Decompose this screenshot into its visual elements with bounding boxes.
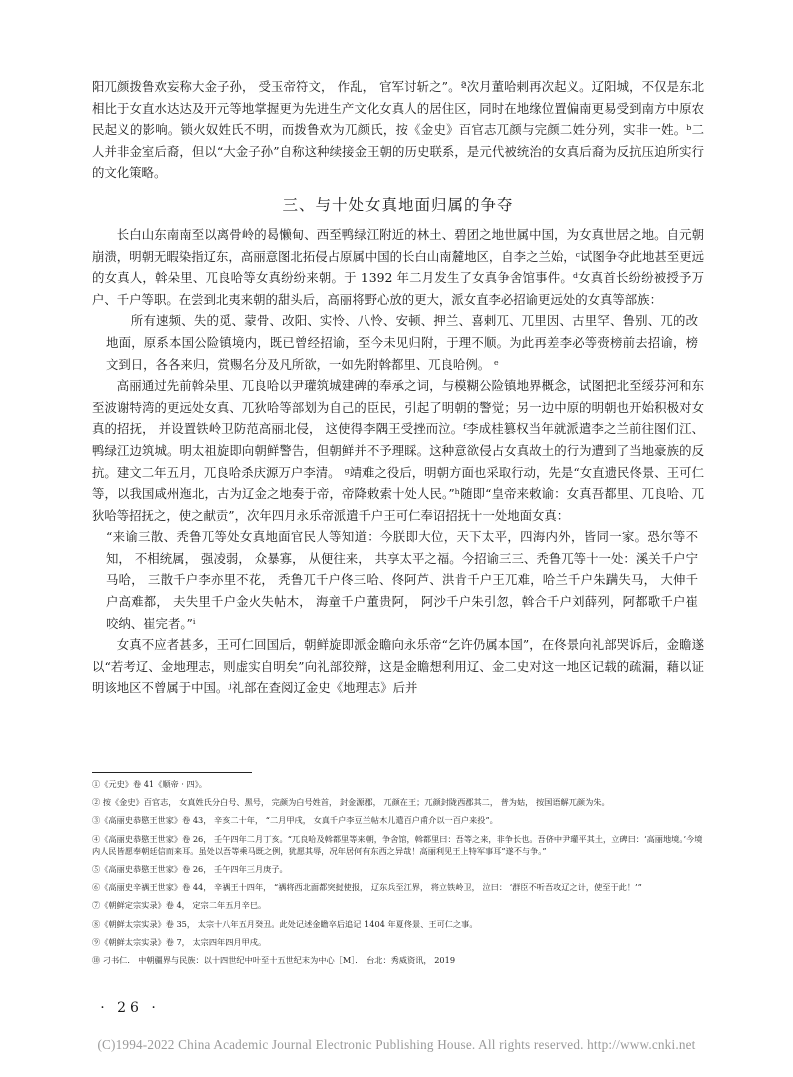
paragraph-continued: 阳兀颜拨鲁欢妄称大金子孙， 受玉帝符文， 作乱， 官军讨斩之”。ª次月董哈剌再次起义。辽阳城，不仅是东北相比于女直水达达及开元等地掌握更为先进生产文化女真人的居住区，同时在地缘位置偏南更易受到南方中原农民起义的影响。锁火奴姓氏不明，而拨鲁欢为兀颜氏，按《金史》百官志兀颜与完颜二姓分列，实非一姓。ᵇ二人并非金室后裔，但以“大金子孙”自称这种续接金王朝的历史联系，是元代被统治的女真后裔为反抗压迫所实行的文化策略。 <box>92 79 704 181</box>
body-text <box>92 76 704 699</box>
footnote: ⑩ 刁书仁． 中朝疆界与民族：以十四世纪中叶至十五世纪末为中心［M］． 台北：秀威资讯， 2019 <box>92 955 456 966</box>
footnote: ③《高丽史恭愍王世家》卷 43， 辛亥二十年， “二月甲戌， 女真千户李豆兰帖木儿遣百户甫介以一百户来投”。 <box>92 815 498 826</box>
footnotes <box>92 778 704 972</box>
paragraph: 女真不应者甚多，王可仁回国后，朝鲜旋即派金瞻向永乐帝“乞许仍属本国”，在佟景向礼部哭诉后，金瞻遂以“若考辽、金地理志，则虚实自明矣”向礼部狡辩，这是金瞻想利用辽、金二史对这一地区记载的疏漏，藉以证明该地区不曾属于中国。ʲ礼部在查阅辽金史《地理志》后并 <box>92 637 704 696</box>
footnote: ② 按《金史》百官志， 女真姓氏分白号、黑号， 完颜为白号姓首， 封金源郡， 兀颜在王；兀颜封陇西郡其二， 普为姑， 按国语解兀颜为朱。 <box>92 797 610 808</box>
footnote-divider <box>92 772 252 773</box>
footnote: ④《高丽史恭愍王世家》卷 26， 壬午四年二月丁亥。“兀良哈及斡都里等来朝，争舍馆，斡都里曰：吾等之来，非争长也。吾侪中尹瓘平其土，立碑曰：‘高丽地境。’今境内人民皆愿奉朝廷信而来耳。虽处以吾等乘马既之例，犹愿其辱，况年居何有东西之异哉！高丽利见王上特军事耳”遂不与争。” <box>92 833 703 856</box>
footnote: ⑤《高丽史恭愍王世家》卷 26， 壬午四年三月庚子。 <box>92 864 288 875</box>
footnote: ⑧《朝鲜太宗实录》卷 35， 太宗十八年五月癸丑。此处记述金瞻卒后追记 1404 年夏佟景、王可仁之事。 <box>92 918 478 929</box>
footnote: ①《元史》卷 41《顺帝 · 四》。 <box>92 779 207 789</box>
copyright-notice: (C)1994-2022 China Academic Journal Electronic Publishing House. All rights reserved. http://www.cnki.net <box>97 1037 696 1052</box>
paragraph: 高丽通过先前斡朵里、兀良哈以尹瓘筑城建碑的奉承之词，与模糊公险镇地界概念，试图把北至绥芬河和东至波谢特湾的更远处女真、兀狄哈等部划为自己的臣民，引起了明朝的警觉；另一边中原的明朝也开始积极对女真的招抚， 并设置铁岭卫防范高丽北侵， 这使得李隅王受挫而泣。ᶠ李成桂篡权当年就派遣李之兰前往图们江、鸭绿江边筑城。明太祖旋即向朝鲜警告，但朝鲜并不予理睬。这种意欲侵占女真故土的行为遭到了当地豪族的反抗。建文二年五月，兀良哈杀庆源万户李清。 ᵍ靖难之役后，明朝方面也采取行动，先是“女直遗民佟景、王可仁等，以我国咸州迤北，古为辽金之地奏于帝，帝降敕索十处人民。”ʰ随即“皇帝来敕谕：女真吾都里、兀良哈、兀狄哈等招抚之，使之献贡”，次年四月永乐帝派遣千户王可仁奉诏招抚十一处地面女真： <box>92 378 704 523</box>
footnote: ⑦《朝鲜定宗实录》卷 4， 定宗二年五月辛巳。 <box>92 900 267 911</box>
footnote: ⑨《朝鲜太宗实录》卷 7， 太宗四年四月甲戌。 <box>92 936 267 947</box>
footnote: ⑥《高丽史辛禑王世家》卷 44， 辛禑王十四年， “禑将西北面都突挝使报， 辽东兵至江界， 将立铁岭卫， 泣曰： ‘群臣不听吾攻辽之计，使至于此！’” <box>92 882 642 893</box>
paragraph: 长白山东南南至以离骨岭的曷懒甸、西至鸭绿江附近的林土、碧团之地世属中国，为女真世居之地。自元朝崩溃，明朝无暇染指辽东，高丽意图北拓侵占原属中国的长白山南麓地区，自李之兰始，ᶜ试图争夺此地甚至更远的女真人，斡朵里、兀良哈等女真纷纷来朝。于 1392 年二月发生了女真争舍馆事件。ᵈ女真首长纷纷被授予万户、千户等职。在尝到北夷来朝的甜头后，高丽将野心放的更大，派女直李必招谕更远处的女真等部族： <box>92 226 704 307</box>
section-title: 三、与十处女真地面归属的争夺 <box>282 195 514 214</box>
block-quote: “来谕三散、秃鲁兀等处女真地面官民人等知道：今朕即大位，天下太平，四海内外，皆同一家。恐尔等不知， 不相统属， 强凌弱， 众暴寡， 从便往来， 共享太平之福。今招谕三三、秃鲁兀等十一处：溪关千户宁马哈， 三散千户李亦里不花， 秃鲁兀千户佟三哈、佟阿芦、洪肯千户王兀难，哈兰千户朱蹒失马， 大伸千户高难都， 夫失里千户金火失帖木， 海童千户董贵阿， 阿沙千户朱引忽，斡合千户刘薛列，阿都歌千户崔咬纳、崔完者。”ⁱ <box>106 529 698 631</box>
page-number: · 26 · <box>100 1000 160 1016</box>
block-quote: 所有速频、失的觅、蒙骨、改阳、实怜、八怜、安顿、押兰、喜剌兀、兀里因、古里罕、鲁别、兀的改地面，原系本国公险镇境内，既已曾经招谕，至今未见归附，于理不顺。为此再差李必等赍榜前去招谕，榜文到日，各各来归，赏赐名分及凡所欲，一如先附斡都里、兀良哈例。 ᵉ <box>106 313 698 372</box>
